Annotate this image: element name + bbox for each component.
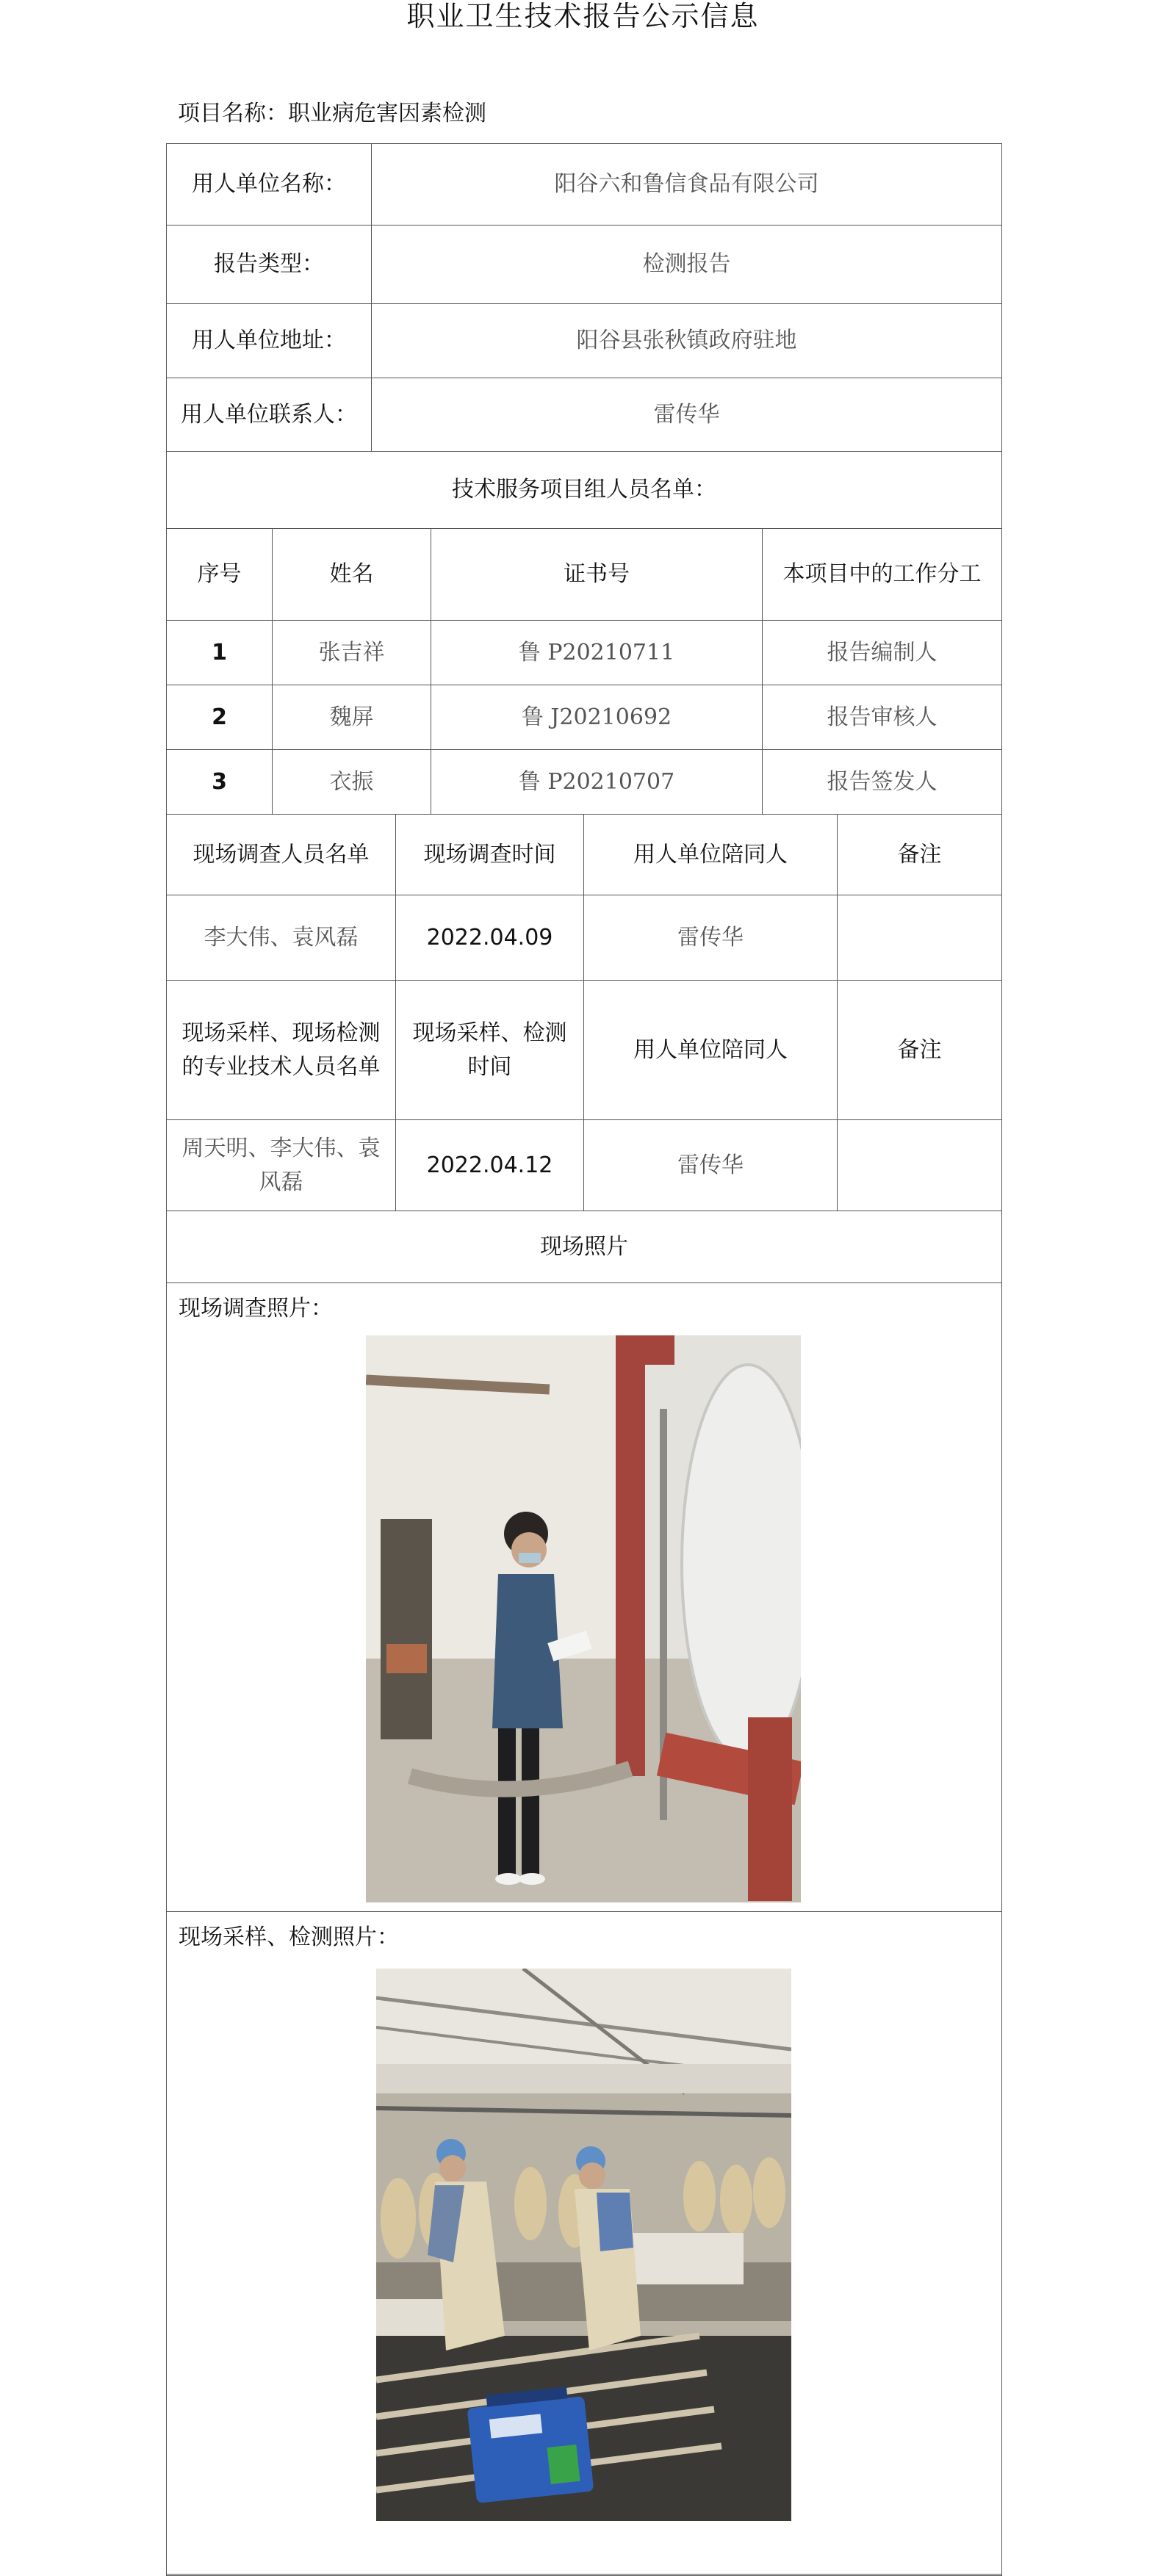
project-label: 项目名称： [178,101,288,126]
survey-header-names: 现场调查人员名单 [167,815,396,895]
sampling-header-time: 现场采样、检测时间 [396,981,584,1120]
team-title: 技术服务项目组人员名单： [167,452,1002,529]
info-value: 阳谷县张秋镇政府驻地 [372,304,1002,378]
sampling-time: 2022.04.12 [396,1120,584,1211]
photo-section-title: 现场照片 [167,1211,1002,1283]
team-row [167,685,1002,750]
team-row [167,750,1002,815]
personnel-table [166,814,1002,1211]
team-cert: 鲁 P20210707 [431,750,763,815]
survey-header-row [167,815,1002,895]
sampling-names: 周天明、李大伟、袁风磊 [167,1120,396,1211]
sampling-header-companion: 用人单位陪同人 [584,981,838,1120]
team-name: 张吉祥 [273,621,431,685]
info-row [167,226,1002,304]
document-title: 职业卫生技术报告公示信息 [406,0,760,32]
team-title-row [167,452,1002,529]
team-no: 3 [167,750,273,815]
project-name-line [178,99,486,129]
sampling-row [167,1120,1002,1211]
team-no: 1 [167,621,273,685]
team-no: 2 [167,685,273,750]
survey-photo-caption: 现场调查照片： [167,1283,1002,1912]
sampling-companion: 雷传华 [584,1120,838,1211]
sampling-header-note: 备注 [838,981,1002,1120]
team-role: 报告签发人 [763,750,1002,815]
team-row [167,621,1002,685]
team-cert: 鲁 J20210692 [431,685,763,750]
survey-time: 2022.04.09 [396,895,584,981]
survey-header-note: 备注 [838,815,1002,895]
info-row [167,144,1002,226]
sampling-photo-caption: 现场采样、检测照片： [167,1912,1002,2576]
team-header-cert: 证书号 [431,529,763,621]
team-role: 报告审核人 [763,685,1002,750]
team-header-no: 序号 [167,529,273,621]
survey-note [838,895,1002,981]
team-cert: 鲁 P20210711 [431,621,763,685]
info-label: 用人单位名称： [167,144,372,226]
survey-photo-illustration [366,1335,801,1902]
survey-photo [366,1335,801,1902]
survey-companion: 雷传华 [584,895,838,981]
info-value: 阳谷六和鲁信食品有限公司 [372,144,1002,226]
sampling-header-names: 现场采样、现场检测的专业技术人员名单 [167,981,396,1120]
survey-header-time: 现场调查时间 [396,815,584,895]
team-table [166,528,1002,815]
team-role: 报告编制人 [763,621,1002,685]
project-value: 职业病危害因素检测 [288,101,486,126]
team-header-row [167,529,1002,621]
info-row [167,304,1002,378]
survey-names: 李大伟、袁风磊 [167,895,396,981]
company-info-table [166,143,1002,529]
team-header-name: 姓名 [273,529,431,621]
team-name: 衣振 [273,750,431,815]
info-label: 用人单位联系人： [167,378,372,452]
survey-header-companion: 用人单位陪同人 [584,815,838,895]
info-value: 雷传华 [372,378,1002,452]
table-bottom-edge [166,2574,1001,2575]
team-name: 魏屏 [273,685,431,750]
photo-section-row [167,1211,1002,1283]
sampling-note [838,1120,1002,1211]
sampling-photo [376,1969,791,2521]
sampling-header-row [167,981,1002,1120]
info-label: 报告类型： [167,226,372,304]
survey-row [167,895,1002,981]
sampling-photo-illustration [376,1969,791,2521]
team-header-role: 本项目中的工作分工 [763,529,1002,621]
info-label: 用人单位地址： [167,304,372,378]
info-value: 检测报告 [372,226,1002,304]
info-row [167,378,1002,452]
